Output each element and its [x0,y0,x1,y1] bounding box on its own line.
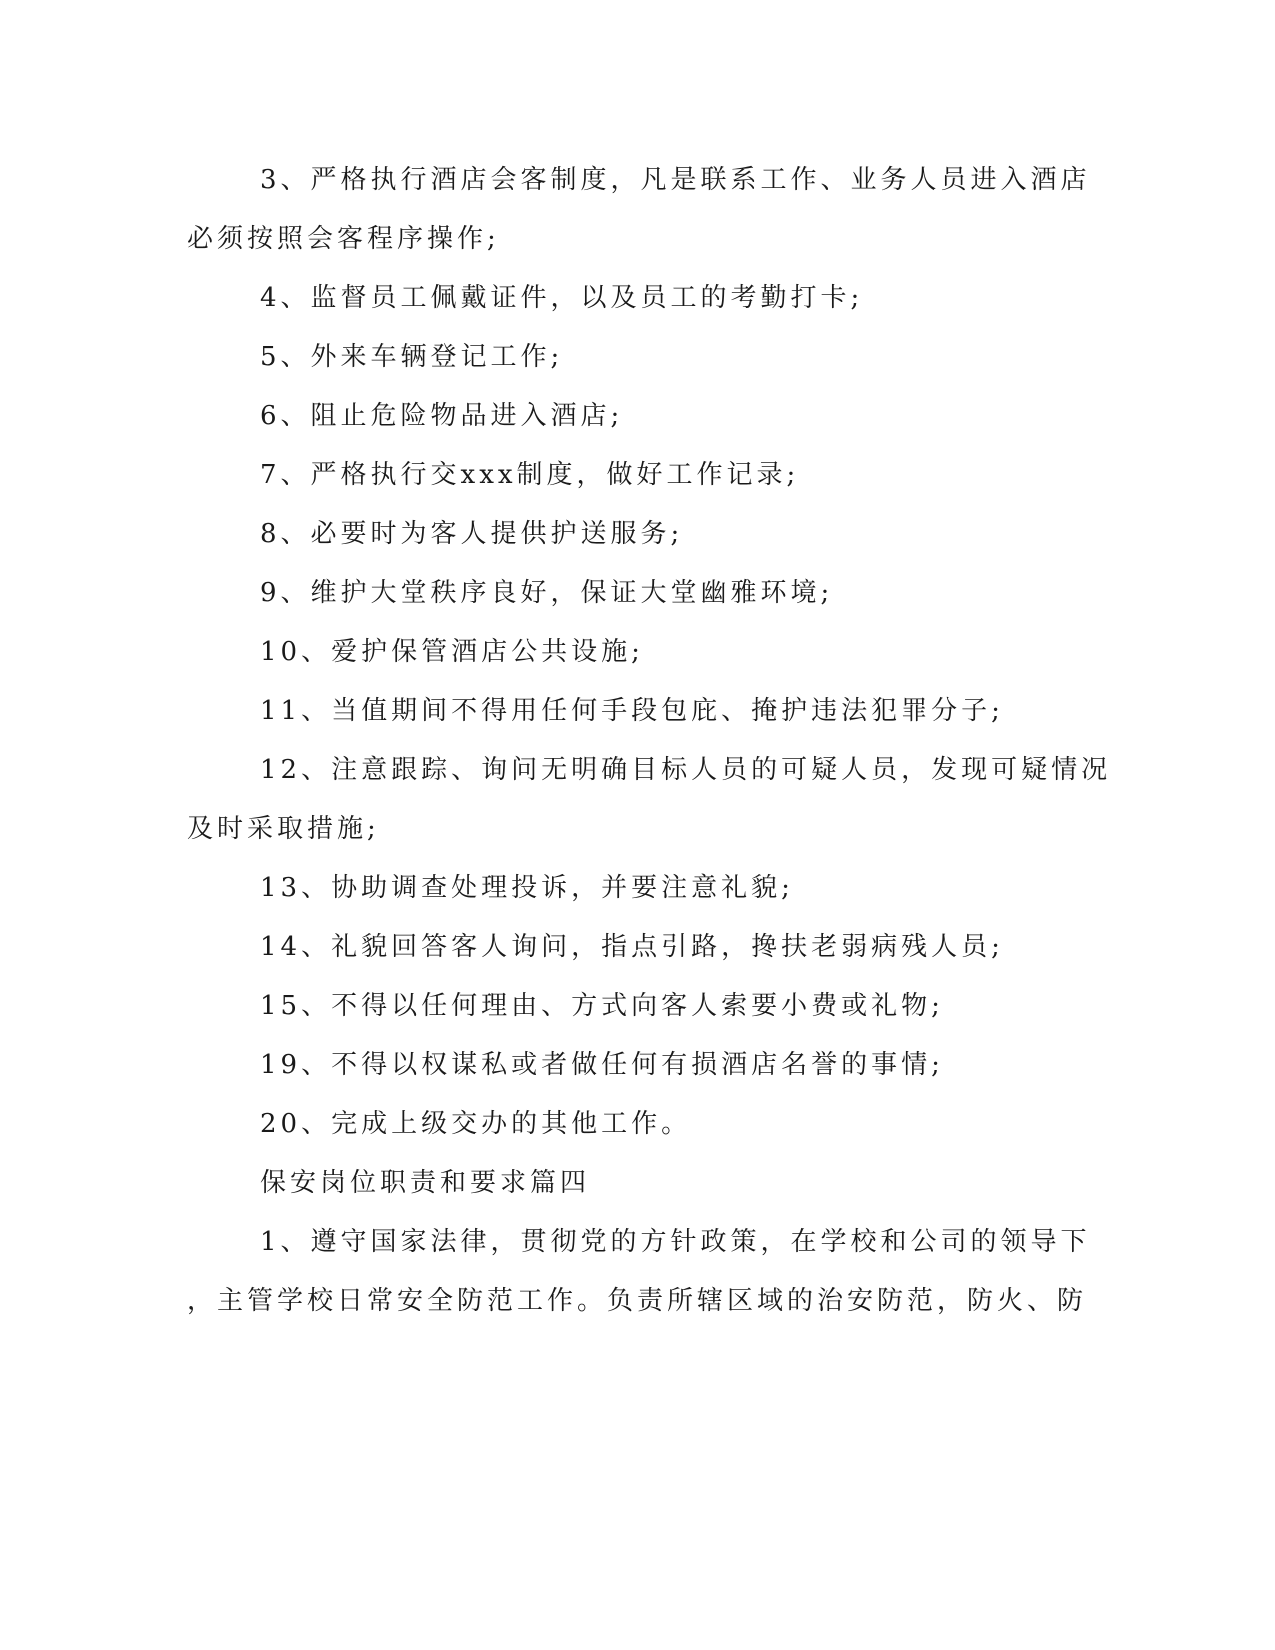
paragraph-line: 20、完成上级交办的其他工作。 [260,1109,692,1139]
paragraph-line: 19、不得以权谋私或者做任何有损酒店名誉的事情; [260,1050,944,1080]
paragraph-line: 及时采取措施; [187,814,380,844]
paragraph-line: 11、当值期间不得用任何手段包庇、掩护违法犯罪分子; [260,696,1004,726]
paragraph-line: 3、严格执行酒店会客制度，凡是联系工作、业务人员进入酒店 [260,165,1091,195]
paragraph-line: 14、礼貌回答客人询问，指点引路，搀扶老弱病残人员; [260,932,1004,962]
paragraph-line: 7、严格执行交xxx制度，做好工作记录; [260,460,800,490]
section-heading: 保安岗位职责和要求篇四 [260,1168,591,1198]
paragraph-line: 6、阻止危险物品进入酒店; [260,401,624,431]
paragraph-line: 15、不得以任何理由、方式向客人索要小费或礼物; [260,991,944,1021]
paragraph-line: 5、外来车辆登记工作; [260,342,564,372]
paragraph-line: ，主管学校日常安全防范工作。负责所辖区域的治安防范，防火、防 [187,1286,1088,1316]
paragraph-line: 必须按照会客程序操作; [187,224,500,254]
paragraph-line: 13、协助调查处理投诉，并要注意礼貌; [260,873,794,903]
paragraph-line: 1、遵守国家法律，贯彻党的方针政策，在学校和公司的领导下 [260,1227,1091,1257]
paragraph-line: 9、维护大堂秩序良好，保证大堂幽雅环境; [260,578,834,608]
paragraph-line: 12、注意跟踪、询问无明确目标人员的可疑人员，发现可疑情况 [260,755,1112,785]
paragraph-line: 10、爱护保管酒店公共设施; [260,637,644,667]
paragraph-line: 8、必要时为客人提供护送服务; [260,519,684,549]
paragraph-line: 4、监督员工佩戴证件，以及员工的考勤打卡; [260,283,864,313]
